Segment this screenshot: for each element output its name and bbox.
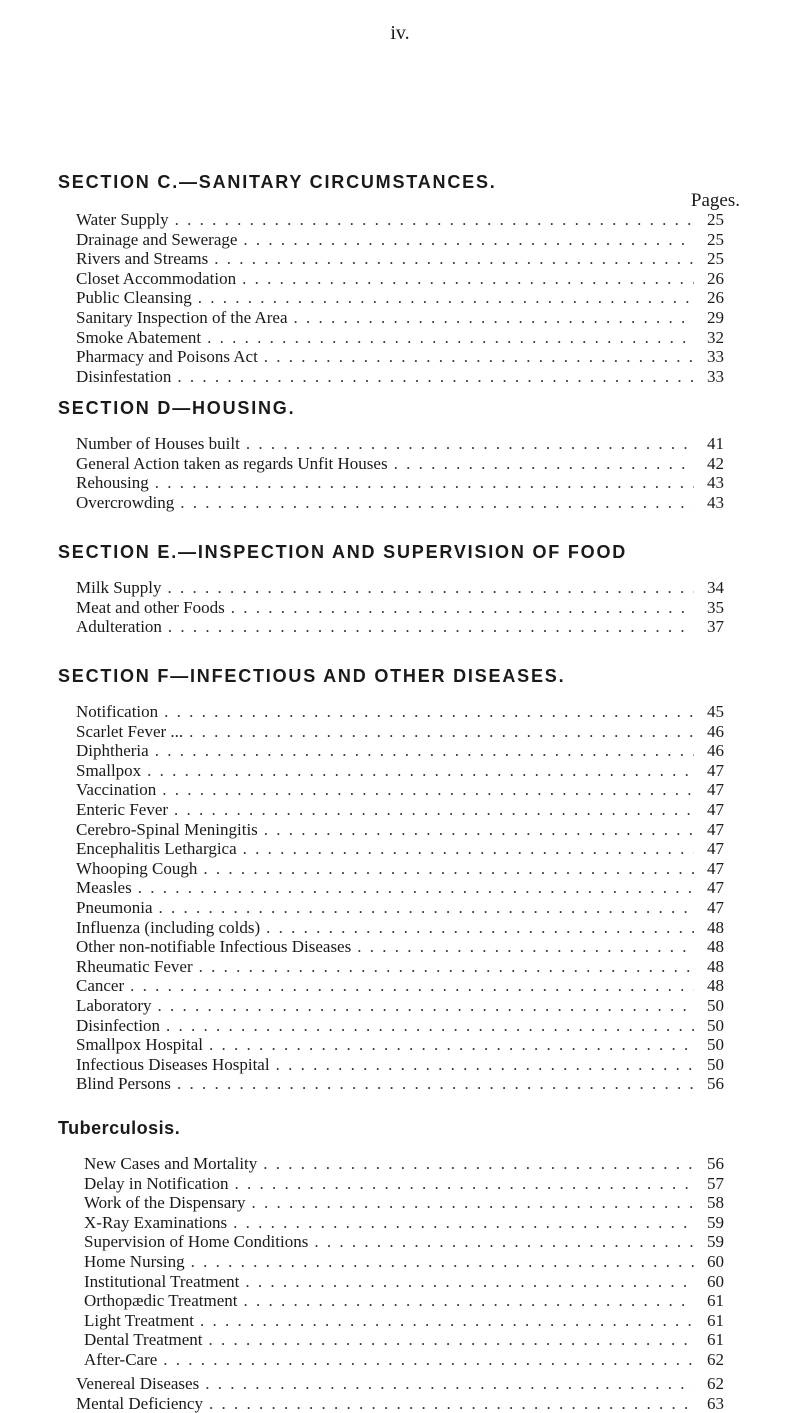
toc-entry	[76, 1374, 724, 1394]
dot-leader	[264, 820, 694, 840]
entry-label: Milk Supply	[76, 578, 162, 597]
entry-page-number: 50	[707, 995, 724, 1015]
dot-leader	[200, 1311, 694, 1331]
entry-label: Vaccination	[76, 780, 157, 800]
entry-label: Home Nursing	[84, 1251, 185, 1271]
entry-label: Diphtheria	[76, 741, 149, 761]
dot-leader	[214, 249, 694, 269]
entry-page-number: 61	[707, 1310, 724, 1330]
toc-entry	[76, 761, 724, 781]
toc-entry	[76, 493, 724, 513]
dot-leader	[357, 937, 694, 957]
toc-entry	[76, 820, 724, 840]
toc-entry	[76, 722, 724, 742]
dot-leader	[252, 1193, 694, 1213]
entry-label: Influenza (including colds)	[76, 917, 261, 937]
entry-label: Rheumatic Fever	[76, 956, 193, 976]
entry-label: X-Ray Examinations	[84, 1212, 228, 1232]
entry-label: Institutional Treatment	[84, 1271, 240, 1291]
entry-page-number: 50	[707, 1035, 724, 1055]
toc-entry	[76, 741, 724, 761]
entry-page-number: 57	[707, 1173, 724, 1193]
toc-entry	[76, 918, 724, 938]
dot-leader	[168, 578, 695, 598]
dot-leader	[231, 598, 694, 618]
entry-label: Closet Accommodation	[76, 268, 237, 288]
entry-label: Rivers and Streams	[76, 249, 209, 269]
entry-label: Pharmacy and Poisons Act	[76, 347, 258, 367]
entry-page-number: 47	[707, 819, 724, 839]
toc-entry	[76, 269, 724, 289]
dot-leader	[209, 1330, 694, 1350]
page-number: iv.	[390, 22, 410, 44]
entry-page-number: 61	[707, 1291, 724, 1311]
entry-label: Work of the Dispensary	[84, 1193, 246, 1213]
entry-label: Pneumonia	[76, 897, 153, 917]
entry-page-number: 47	[707, 897, 724, 917]
entry-label: Venereal Diseases	[76, 1374, 200, 1393]
entry-label: Laboratory	[76, 995, 152, 1015]
toc-entry	[76, 473, 724, 493]
entry-page-number: 48	[707, 917, 724, 937]
entry-label: Orthopædic Treatment	[84, 1291, 238, 1311]
entry-page-number: 59	[707, 1232, 724, 1252]
entry-page-number: 25	[707, 210, 724, 229]
entry-page-number: 42	[707, 453, 724, 473]
entry-page-number: 47	[707, 760, 724, 780]
toc-entry	[76, 1035, 724, 1055]
entry-label: Mental Deficiency	[76, 1393, 203, 1413]
dot-leader	[233, 1213, 694, 1233]
toc-entry	[76, 800, 724, 820]
entry-page-number: 62	[707, 1349, 724, 1369]
section-e-title: SECTION E.—INSPECTION AND SUPERVISION OF FOOD	[58, 542, 628, 562]
entry-label: Cancer	[76, 976, 125, 996]
dot-leader	[243, 230, 694, 250]
entry-label: Disinfestation	[76, 366, 172, 386]
dot-leader	[207, 328, 694, 348]
entry-page-number: 47	[707, 858, 724, 878]
entry-label: After-Care	[84, 1349, 158, 1369]
toc-entry	[76, 347, 724, 367]
entry-page-number: 37	[707, 617, 724, 637]
dot-leader	[180, 493, 694, 513]
toc-entry	[76, 598, 724, 618]
dot-leader	[177, 367, 694, 387]
entry-page-number: 46	[707, 721, 724, 741]
dot-leader	[198, 288, 694, 308]
entry-label: Number of Houses built	[76, 434, 240, 453]
entry-page-number: 48	[707, 937, 724, 957]
toc-entry	[76, 937, 724, 957]
dot-leader	[159, 898, 695, 918]
entry-label: Scarlet Fever ...	[76, 721, 184, 741]
toc-entry	[76, 288, 724, 308]
entry-label: Dental Treatment	[84, 1330, 203, 1350]
dot-leader	[243, 839, 694, 859]
entry-label: Whooping Cough	[76, 858, 198, 878]
entry-label: New Cases and Mortality	[84, 1154, 258, 1173]
entry-label: Measles	[76, 878, 132, 898]
dot-leader	[246, 434, 694, 454]
entry-page-number: 33	[707, 366, 724, 386]
toc-entry	[84, 1174, 724, 1194]
dot-leader	[175, 210, 694, 230]
toc-entry	[76, 898, 724, 918]
toc-entry	[76, 702, 724, 722]
toc-entry	[76, 617, 724, 637]
entry-label: Water Supply	[76, 210, 169, 229]
dot-leader	[314, 1232, 694, 1252]
entry-page-number: 60	[707, 1251, 724, 1271]
entry-label: Adulteration	[76, 617, 162, 637]
entry-label: Other non-notifiable Infectious Diseases	[76, 937, 352, 957]
dot-leader	[164, 702, 694, 722]
entry-page-number: 58	[707, 1193, 724, 1213]
section-c-title: SECTION C.—SANITARY CIRCUMSTANCES.	[58, 172, 497, 192]
section-c-list	[76, 210, 724, 386]
dot-leader	[147, 761, 694, 781]
toc-entry	[84, 1193, 724, 1213]
pages-header: Pages.	[690, 190, 740, 211]
dot-leader	[130, 976, 694, 996]
entry-page-number: 41	[707, 434, 724, 453]
dot-leader	[209, 1394, 694, 1413]
toc-entry	[84, 1252, 724, 1272]
dot-leader	[191, 1252, 694, 1272]
section-d-title: SECTION D—HOUSING.	[58, 398, 296, 418]
other-diseases-list	[76, 1374, 724, 1413]
entry-page-number: 45	[707, 702, 724, 721]
dot-leader	[168, 617, 694, 637]
dot-leader	[158, 996, 694, 1016]
entry-page-number: 56	[707, 1154, 724, 1173]
toc-entry	[76, 230, 724, 250]
entry-page-number: 29	[707, 307, 724, 327]
entry-page-number: 59	[707, 1212, 724, 1232]
dot-leader	[264, 347, 694, 367]
entry-label: Disinfection	[76, 1015, 161, 1035]
entry-page-number: 43	[707, 492, 724, 512]
dot-leader	[242, 269, 694, 289]
toc-entry	[84, 1154, 724, 1174]
toc-entry	[84, 1232, 724, 1252]
toc-entry	[76, 308, 724, 328]
entry-page-number: 47	[707, 799, 724, 819]
entry-page-number: 61	[707, 1330, 724, 1350]
dot-leader	[138, 878, 694, 898]
toc-entry	[84, 1291, 724, 1311]
entry-page-number: 43	[707, 473, 724, 493]
entry-label: Overcrowding	[76, 492, 175, 512]
section-f-title: SECTION F—INFECTIOUS AND OTHER DISEASES.	[58, 666, 566, 686]
entry-label: Infectious Diseases Hospital	[76, 1054, 270, 1074]
entry-label: Enteric Fever	[76, 799, 169, 819]
entry-label: Smallpox Hospital	[76, 1035, 204, 1055]
section-f-list	[76, 702, 724, 1094]
entry-label: Public Cleansing	[76, 288, 192, 308]
entry-page-number: 50	[707, 1054, 724, 1074]
toc-entry	[76, 976, 724, 996]
dot-leader	[209, 1035, 694, 1055]
dot-leader	[177, 1074, 694, 1094]
entry-page-number: 47	[707, 878, 724, 898]
entry-page-number: 32	[707, 327, 724, 347]
dot-leader	[243, 1291, 694, 1311]
toc-entry	[76, 367, 724, 387]
dot-leader	[189, 722, 694, 742]
dot-leader	[394, 454, 694, 474]
section-d-list	[76, 434, 724, 512]
entry-page-number: 46	[707, 741, 724, 761]
entry-page-number: 34	[707, 578, 724, 597]
toc-entry	[76, 1016, 724, 1036]
toc-entry	[76, 780, 724, 800]
tuberculosis-list	[84, 1154, 724, 1370]
entry-label: Meat and other Foods	[76, 597, 225, 617]
entry-label: Drainage and Sewerage	[76, 229, 238, 249]
dot-leader	[266, 918, 694, 938]
entry-page-number: 33	[707, 347, 724, 367]
entry-page-number: 25	[707, 229, 724, 249]
toc-entry	[76, 859, 724, 879]
entry-page-number: 48	[707, 976, 724, 996]
dot-leader	[174, 800, 694, 820]
entry-label: Delay in Notification	[84, 1173, 229, 1193]
toc-entry	[76, 1074, 724, 1094]
toc-entry	[76, 210, 724, 230]
toc-entry	[76, 996, 724, 1016]
dot-leader	[205, 1374, 694, 1394]
toc-entry	[76, 434, 724, 454]
entry-page-number: 50	[707, 1015, 724, 1035]
toc-entry	[84, 1350, 724, 1370]
entry-page-number: 60	[707, 1271, 724, 1291]
entry-page-number: 63	[707, 1393, 724, 1413]
toc-entry	[84, 1330, 724, 1350]
entry-label: Blind Persons	[76, 1074, 171, 1094]
dot-leader	[155, 741, 694, 761]
toc-entry	[84, 1311, 724, 1331]
toc-entry	[76, 839, 724, 859]
entry-page-number: 62	[707, 1374, 724, 1393]
dot-leader	[234, 1174, 694, 1194]
entry-label: Supervision of Home Conditions	[84, 1232, 309, 1252]
toc-entry	[76, 878, 724, 898]
dot-leader	[294, 308, 695, 328]
dot-leader	[199, 957, 694, 977]
entry-page-number: 35	[707, 597, 724, 617]
entry-page-number: 48	[707, 956, 724, 976]
toc-entry	[76, 1394, 724, 1413]
entry-label: Cerebro-Spinal Meningitis	[76, 819, 258, 839]
dot-leader	[245, 1272, 694, 1292]
entry-label: Encephalitis Lethargica	[76, 839, 237, 859]
entry-label: Sanitary Inspection of the Area	[76, 307, 288, 327]
entry-page-number: 56	[707, 1074, 724, 1094]
entry-page-number: 26	[707, 268, 724, 288]
entry-label: General Action taken as regards Unfit Houses	[76, 453, 388, 473]
toc-entry	[76, 957, 724, 977]
dot-leader	[203, 859, 694, 879]
dot-leader	[276, 1055, 694, 1075]
entry-page-number: 47	[707, 839, 724, 859]
toc-entry	[76, 454, 724, 474]
entry-label: Notification	[76, 702, 159, 721]
entry-label: Smallpox	[76, 760, 142, 780]
entry-label: Smoke Abatement	[76, 327, 202, 347]
entry-page-number: 26	[707, 288, 724, 308]
toc-entry	[84, 1213, 724, 1233]
toc-entry	[76, 578, 724, 598]
toc-entry	[76, 1055, 724, 1075]
entry-page-number: 47	[707, 780, 724, 800]
toc-entry	[84, 1272, 724, 1292]
dot-leader	[263, 1154, 694, 1174]
entry-page-number: 25	[707, 249, 724, 269]
dot-leader	[155, 473, 694, 493]
toc-entry	[76, 328, 724, 348]
dot-leader	[162, 780, 694, 800]
dot-leader	[163, 1350, 694, 1370]
section-e-list	[76, 578, 724, 637]
entry-label: Light Treatment	[84, 1310, 195, 1330]
dot-leader	[166, 1016, 694, 1036]
entry-label: Rehousing	[76, 473, 149, 493]
toc-entry	[76, 249, 724, 269]
tuberculosis-title: Tuberculosis.	[58, 1118, 181, 1138]
